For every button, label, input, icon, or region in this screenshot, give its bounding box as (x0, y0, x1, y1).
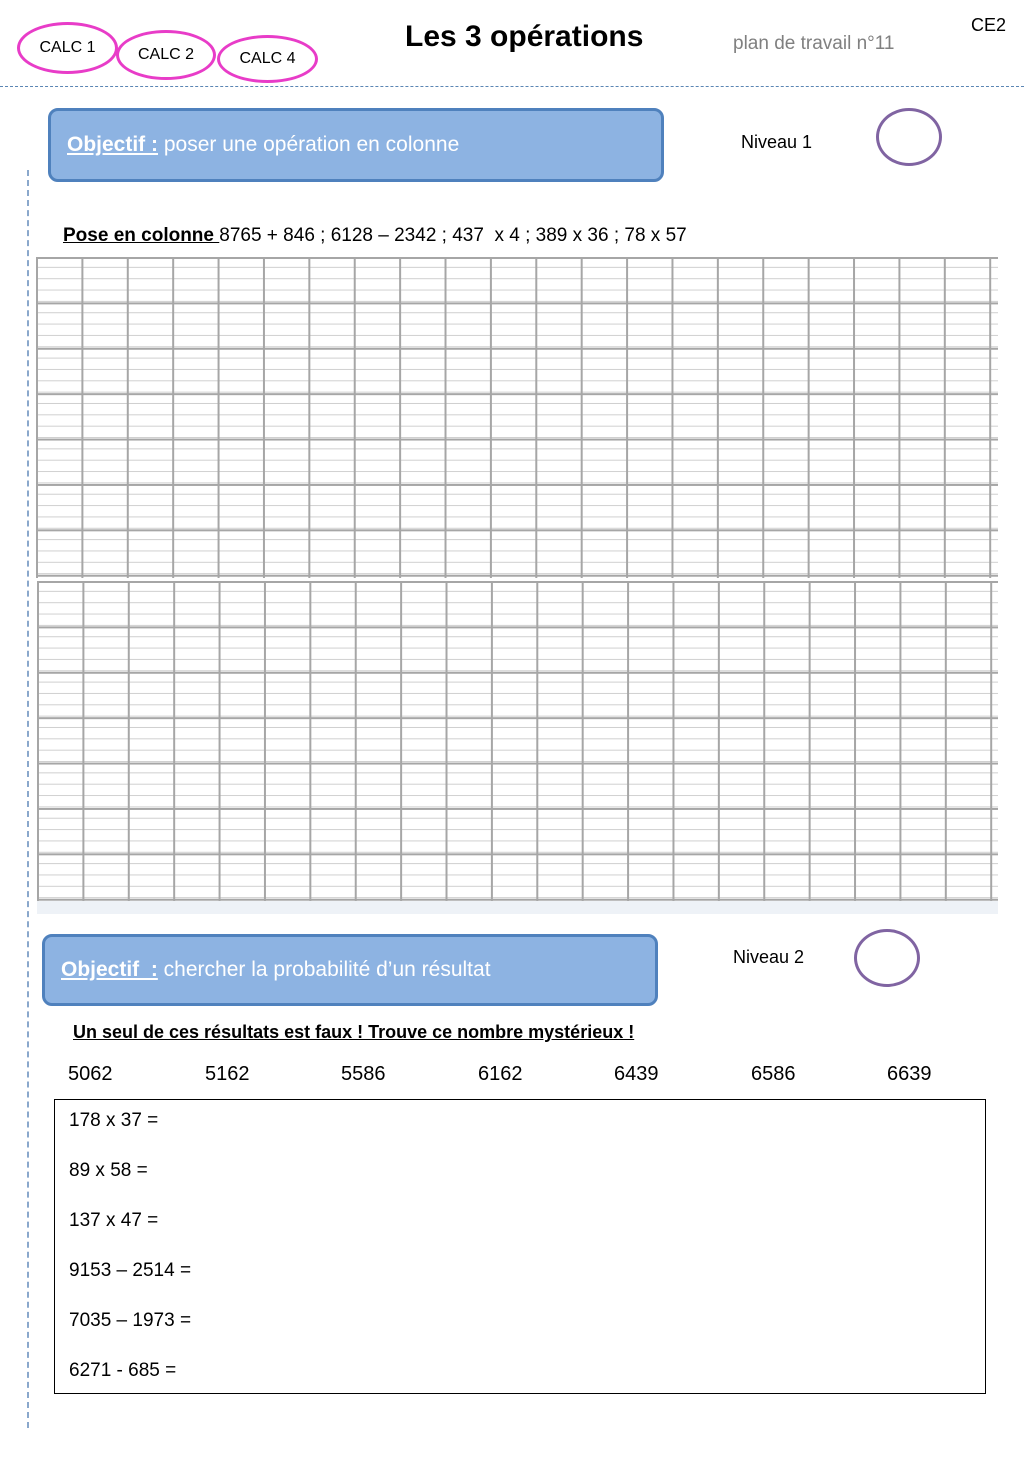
result-value: 5586 (341, 1063, 386, 1085)
calc-1-label: CALC 1 (39, 39, 96, 56)
objective-box-1 (48, 108, 664, 182)
niveau-1-label: Niveau 1 (741, 132, 813, 152)
calculation-line[interactable]: 6271 - 685 = (69, 1360, 177, 1381)
calc-2-label: CALC 2 (137, 46, 195, 63)
mystery-instruction: Un seul de ces résultats est faux ! Trouve ce nombre mystérieux ! (73, 1022, 635, 1042)
result-value: 6586 (751, 1063, 796, 1085)
grid-bottom-strip (37, 901, 998, 914)
niveau-2-label: Niveau 2 (733, 947, 805, 967)
result-value: 5162 (205, 1063, 250, 1085)
work-plan-label: plan de travail n°11 (733, 33, 895, 54)
calc-1-tag (17, 22, 118, 74)
niveau-2-circle[interactable] (854, 929, 920, 987)
result-value: 6162 (478, 1063, 523, 1085)
calculation-line[interactable]: 89 x 58 = (69, 1160, 148, 1181)
calculation-line[interactable]: 7035 – 1973 = (69, 1310, 192, 1331)
objective-1-key: Objectif : (67, 133, 159, 156)
instruction-key: Pose en colonne (63, 225, 220, 246)
result-value: 5062 (68, 1063, 113, 1085)
calculation-line[interactable]: 137 x 47 = (69, 1210, 159, 1231)
class-level-tag: CE2 (971, 15, 1007, 35)
calc-2-tag (116, 30, 216, 80)
calc-4-label: CALC 4 (239, 50, 296, 67)
instruction-line (63, 225, 687, 247)
page-title: Les 3 opérations (405, 20, 644, 53)
header-divider (0, 86, 1024, 87)
calculation-line[interactable]: 9153 – 2514 = (69, 1260, 192, 1281)
margin-divider (27, 170, 29, 1428)
result-value: 6439 (614, 1063, 659, 1085)
calculations-box (54, 1099, 986, 1394)
objective-1-text: poser une opération en colonne (158, 133, 460, 156)
calc-4-tag (217, 35, 318, 83)
calculation-line[interactable]: 178 x 37 = (69, 1110, 159, 1131)
seyes-grid-bottom[interactable] (37, 581, 998, 901)
objective-2-text: chercher la probabilité d’un résultat (157, 958, 491, 981)
objective-2-key: Objectif : (61, 958, 158, 981)
objective-box-2 (42, 934, 658, 1006)
niveau-1-circle[interactable] (876, 108, 942, 166)
seyes-grid-top[interactable] (36, 257, 998, 578)
result-value: 6639 (887, 1063, 932, 1085)
instruction-text: 8765 + 846 ; 6128 – 2342 ; 437 x 4 ; 389 x 36 ; 78 x 57 (219, 225, 687, 246)
